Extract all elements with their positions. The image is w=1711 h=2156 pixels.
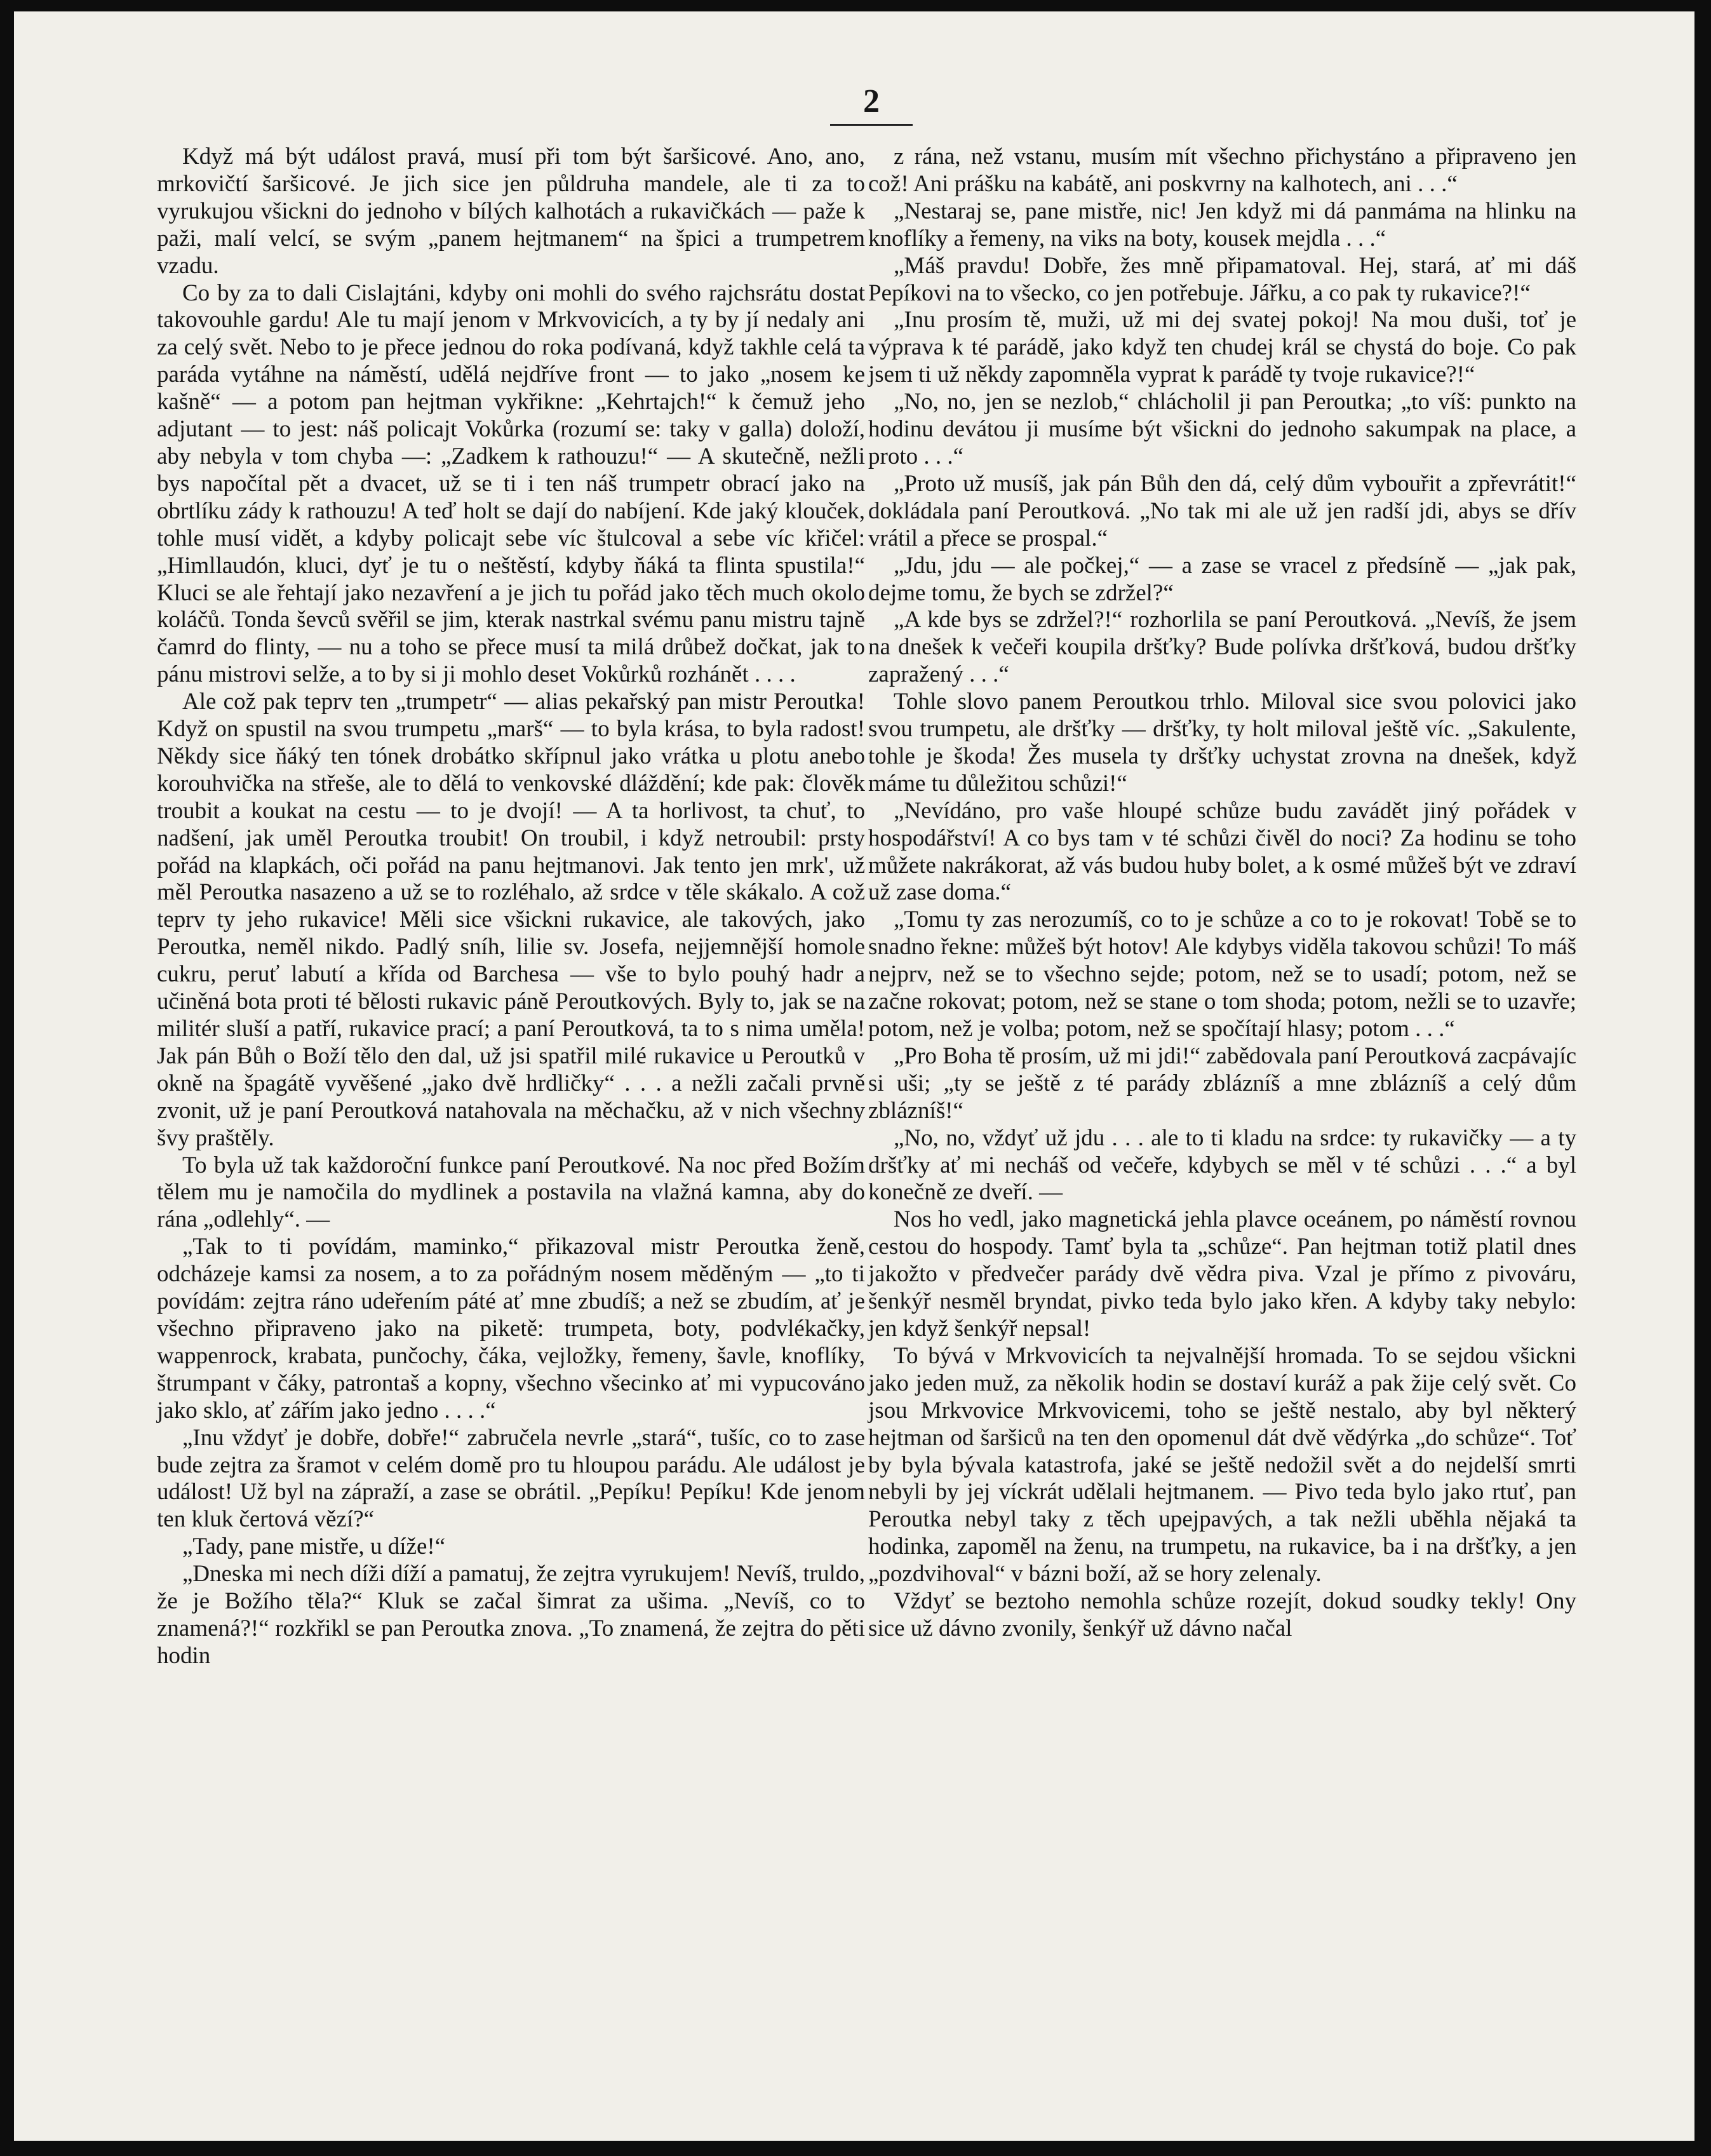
paragraph: „Tady, pane mistře, u díže!“ (182, 1533, 446, 1560)
paragraph: „Proto už musíš, jak pán Bůh den dá, celý dům vybouřit a zpřevrátit!“ dokládala paní Peroutková. „No tak mi ale už jen radší jdi, abys se dřív vrátil a přece se prospal.“ (868, 470, 1576, 551)
paragraph: Co by za to dali Cislajtáni, kdyby oni mohli do svého rajchsrátu dostat takovouhle gardu! Ale tu mají jenom v Mrkvovicích, a ty by jí nedaly ani za celý svět. Nebo to je přece jednou do roka podívaná, když takhle celá ta paráda vytáhne na náměstí, udělá nejdříve front — to jako „nosem ke kašně“ — a potom pan hejtman vykřikne: „Kehrtajch!“ k čemuž jeho adjutant — to jest: náš policajt Vokůrka (rozumí se: taky v galla) doloží, aby nebyla v tom chyba —: „Zadkem k rathouzu!“ — A skutečně, nežli bys napočítal pět a dvacet, už se ti i ten náš trumpetr obrací jako na obrtlíku zády k rathouzu! A teď holt se dají do nabíjení. Kde jaký klouček, tohle musí vidět, a kdyby policajt sebe víc štulcoval a sebe víc křičel: „Himllaudón, kluci, dyť je tu o neštěstí, kdyby ňáká ta flinta spustila!“ Kluci se ale řehtají jako nezavření a je jich tu pořád jako těch much okolo koláčů. Tonda ševců svěřil se jim, kterak nastrkal svému panu mistru tajně čamrd do flinty, — nu a toho se přece musí ta milá drůbež dočkat, jak to pánu mistrovi selže, a to by si ji mohlo deset Vokůrků rozhánět . . . . (157, 280, 865, 688)
paragraph: „Inu vždyť je dobře, dobře!“ zabručela nevrle „stará“, tušíc, co to zase bude zejtra za šramot v celém domě pro tu hloupou parádu. Ale událost je událost! Už byl na zápraží, a zase se obrátil. „Pepíku! Pepíku! Kde jenom ten kluk čertová vězí?“ (157, 1424, 865, 1533)
paragraph: „Jdu, jdu — ale počkej,“ — a zase se vracel z předsíně — „jak pak, dejme tomu, že bych se zdržel?“ (868, 552, 1576, 606)
paragraph: To byla už tak každoroční funkce paní Peroutkové. Na noc před Božím tělem mu je namočila do mydlinek a postavila na vlažná kamna, aby do rána „odlehly“. — (157, 1152, 865, 1233)
paragraph: z rána, než vstanu, musím mít všechno přichystáno a připraveno jen což! Ani prášku na kabátě, ani poskvrny na kalhotech, ani . . .“ (868, 144, 1576, 197)
paragraph: Když má být událost pravá, musí při tom být šaršicové. Ano, ano, mrkovičtí šaršicové. Je jich sice jen půldruha mandele, ale ti za to vyrukujou všickni do jednoho v bílých kalhotách a rukavičkách — paže k paži, malí velcí, se svým „panem hejtmanem“ na špici a trumpetrem vzadu. (157, 144, 865, 279)
paragraph: Ale což pak teprv ten „trumpetr“ — alias pekařský pan mistr Peroutka! Když on spustil na svou trumpetu „marš“ — to byla krása, to byla radost! Někdy sice ňáký ten tónek drobátko skřípnul jako vrátka u plotu anebo korouhvička na střeše, ale to dělá to venkovské dláždění; kde pak: člověk troubit a koukat na cestu — to je dvojí! — A ta horlivost, ta chuť, to nadšení, jak uměl Peroutka troubit! On troubil, i když netroubil: prsty pořád na klapkách, oči pořád na panu hejtmanovi. Jak tento jen mrk', už měl Peroutka nasazeno a už se to rozléhalo, až srdce v těle skákalo. A což teprv ty jeho rukavice! Měli sice všickni rukavice, ale takových, jako Peroutka, neměl nikdo. Padlý sníh, lilie sv. Josefa, nejjemnější homole cukru, peruť labutí a křída od Barchesa — vše to bylo pouhý hadr a učiněná bota proti té bělosti rukavic páně Peroutkových. Byly to, jak se na militér sluší a patří, rukavice prací; a paní Peroutková, ta to s nima uměla! Jak pán Bůh o Boží tělo den dal, už jsi spatřil milé rukavice u Peroutků v okně na špagátě vyvěšené „jako dvě hrdličky“ . . . a nežli začali prvně zvonit, už je paní Peroutková natahovala na měchačku, až v nich všechny švy praštěly. (157, 689, 865, 1151)
page-number: 2 (830, 83, 913, 126)
paragraph: To bývá v Mrkvovicích ta nejvalnější hromada. To se sejdou všickni jako jeden muž, za několik hodin se dostaví kuráž a pak žije celý svět. Co jsou Mrkvovice Mrkvovicemi, toho se ještě nestalo, aby byl některý hejtman od šaršiců na ten den opomenul dát dvě vědýrka „do schůze“. Toť by byla bývala katastrofa, jaké se ještě nedožil svět a do nejdelší smrti nebyli by jej víckrát udělali hejtmanem. — Pivo teda bylo jako rtuť, pan Peroutka nebyl taky z těch upejpavých, a tak nežli uběhla nějaká ta hodinka, zapoměl na ženu, na trumpetu, na rukavice, ba i na dršťky, a jen „pozdvihoval“ v bázni boží, až se hory zelenaly. (868, 1342, 1576, 1587)
paragraph: „Pro Boha tě prosím, už mi jdi!“ zabědovala paní Peroutková zacpávajíc si uši; „ty se ještě z té parády zblázníš a mne zblázníš a celý dům zblázníš!“ (868, 1042, 1576, 1124)
paragraph: „Nestaraj se, pane mistře, nic! Jen když mi dá panmáma na hlinku na knoflíky a řemeny, na viks na boty, kousek mejdla . . .“ (868, 198, 1576, 252)
newspaper-page (14, 11, 1694, 2141)
paragraph: „Dneska mi nech díži díží a pamatuj, že zejtra vyrukujem! Nevíš, truldo, že je Božího těla?“ Kluk se začal šimrat za ušima. „Nevíš, co to znamená?!“ rozkřikl se pan Peroutka znova. „To znamená, že zejtra do pěti hodin (157, 1561, 865, 1669)
paragraph: „A kde bys se zdržel?!“ rozhorlila se paní Peroutková. „Nevíš, že jsem na dnešek k večeři koupila dršťky? Bude polívka dršťková, budou dršťky zapražený . . .“ (868, 607, 1576, 688)
paragraph: „Máš pravdu! Dobře, žes mně připamatoval. Hej, stará, ať mi dáš Pepíkovi na to všecko, co jen potřebuje. Jářku, a co pak ty rukavice?!“ (868, 252, 1576, 306)
paragraph: Tohle slovo panem Peroutkou trhlo. Miloval sice svou polovici jako svou trumpetu, ale dršťky — dršťky, ty holt miloval ještě víc. „Sakulente, tohle je škoda! Žes musela ty dršťky uchystat zrovna na dnešek, když máme tu důležitou schůzi!“ (868, 689, 1576, 797)
paragraph: „No, no, vždyť už jdu . . . ale to ti kladu na srdce: ty rukavičky — a ty dršťky ať mi necháš od večeře, kdybych se měl v té schůzi . . .“ a byl konečně ze dveří. — (868, 1124, 1576, 1206)
paragraph: „Nevídáno, pro vaše hloupé schůze budu zavádět jiný pořádek v hospodářství! A co bys tam v té schůzi čivěl do noci? Za hodinu se toho můžete nakrákorat, až vás budou huby bolet, a k osmé můžeš být ve zdraví už zase doma.“ (868, 797, 1576, 906)
paragraph: Nos ho vedl, jako magnetická jehla plavce oceánem, po náměstí rovnou cestou do hospody. Tamť byla ta „schůze“. Pan hejtman totiž platil dnes jakožto v předvečer parády dvě vědra piva. Vzal je přímo z pivováru, šenkýř nesměl bryndat, pivko teda bylo jako křen. A kdyby taky nebylo: jen když šenkýř nepsal! (868, 1206, 1576, 1342)
paragraph: „Tomu ty zas nerozumíš, co to je schůze a co to je rokovat! Tobě se to snadno řekne: můžeš být hotov! Ale kdybys viděla takovou schůzi! To máš nejprv, než se to všechno sejde; potom, než se to usadí; potom, než se začne rokovat; potom, než se stane o tom shoda; potom, nežli se to uzavře; potom, než je volba; potom, než se spočítají hlasy; potom . . .“ (868, 906, 1576, 1042)
paragraph: „No, no, jen se nezlob,“ chlácholil ji pan Peroutka; „to víš: punkto na hodinu devátou ji musíme být všickni do jednoho sakumpak na place, a proto . . .“ (868, 389, 1576, 469)
left-column (157, 144, 865, 1670)
paragraph: Vždyť se beztoho nemohla schůze rozejít, dokud soudky tekly! Ony sice už dávno zvonily, šenkýř už dávno načal (868, 1588, 1576, 1641)
paragraph: „Inu prosím tě, muži, už mi dej svatej pokoj! Na mou duši, toť je výprava k té parádě, jako když ten chudej král se chystá do boje. Co pak jsem ti už někdy zapomněla vyprat k parádě ty tvoje rukavice?!“ (868, 307, 1576, 388)
paragraph: „Tak to ti povídám, maminko,“ přikazoval mistr Peroutka ženě, odcházeje kamsi za nosem, a to za pořádným nosem měděným — „to ti povídám: zejtra ráno udeřením páté ať mne zbudíš; a než se zbudím, ať je všechno připraveno jako na piketě: trumpeta, boty, podvlékačky, wappenrock, krabata, punčochy, čáka, vejložky, řemeny, šavle, knoflíky, štrumpant v čáky, patrontaš a kopny, všechno všecinko ať mi vypucováno jako sklo, ať zářím jako jedno . . . .“ (157, 1234, 865, 1424)
right-column (868, 144, 1576, 1643)
